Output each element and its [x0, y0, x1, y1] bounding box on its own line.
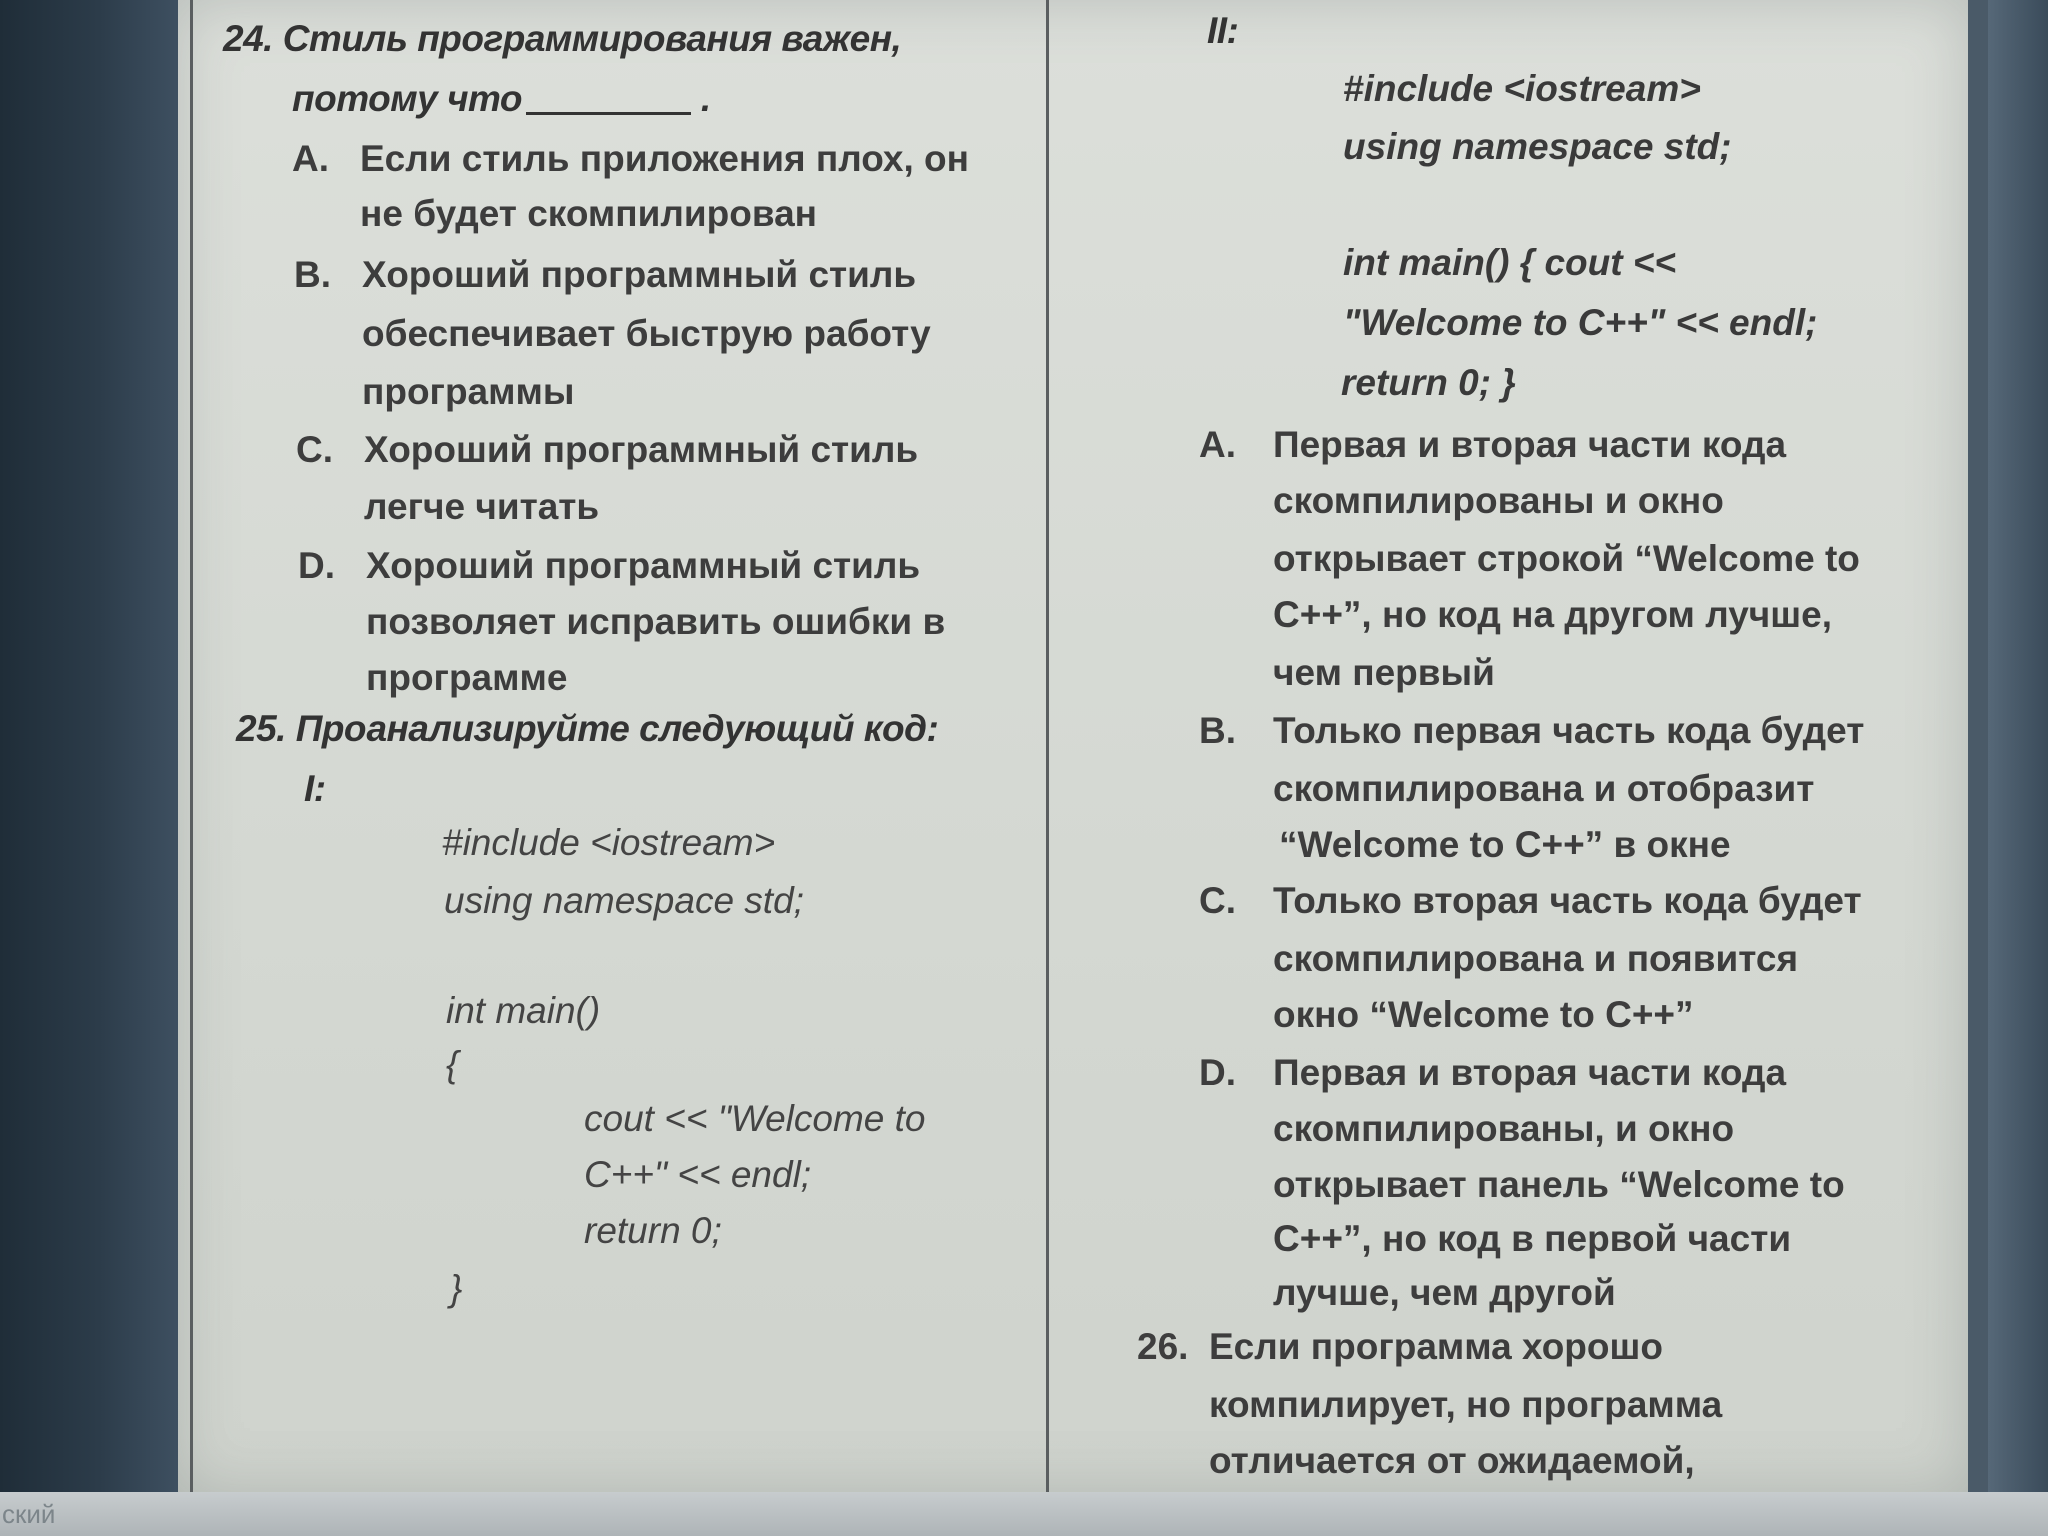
q25-option-d-letter: D.	[1199, 1052, 1236, 1093]
column-divider	[1046, 0, 1049, 1494]
q24-option-b-line1: Хороший программный стиль	[362, 254, 917, 295]
q25-option-d-line2: скомпилированы, и окно	[1273, 1108, 1735, 1149]
part1-cout-line2: C++" << endl;	[584, 1154, 812, 1195]
answer-blank	[526, 112, 691, 115]
q25-option-c-line1: Только вторая часть кода будет	[1273, 880, 1862, 921]
q25-option-a-line2: скомпилированы и окно	[1273, 480, 1724, 521]
taskbar	[0, 1492, 2048, 1536]
q24-option-b-line2: обеспечивает быструю работу	[362, 313, 931, 354]
q25-option-a-line1: Первая и вторая части кода	[1273, 424, 1787, 465]
question-26-line2: компилирует, но программа	[1209, 1384, 1723, 1425]
q25-option-d-line3: открывает панель “Welcome to	[1273, 1164, 1845, 1205]
part1-main: int main()	[446, 990, 601, 1031]
part1-return: return 0;	[584, 1210, 722, 1251]
question-24-title-suffix: .	[700, 78, 711, 119]
q25-option-d-line5: лучше, чем другой	[1273, 1272, 1616, 1313]
document-page	[178, 0, 1968, 1494]
q24-option-c-letter: C.	[296, 429, 333, 470]
q24-option-c-line1: Хороший программный стиль	[364, 429, 919, 470]
part1-open-brace: {	[446, 1044, 459, 1085]
q25-option-a-line5: чем первый	[1273, 652, 1495, 693]
question-26-line3: отличается от ожидаемой,	[1209, 1440, 1695, 1481]
question-24-title-cont	[292, 78, 711, 120]
q25-option-c-letter: C.	[1199, 880, 1236, 921]
question-24-title: 24. Стиль программирования важен,	[223, 18, 902, 59]
code-part2-label: II:	[1207, 10, 1239, 51]
q24-option-c-line2: легче читать	[364, 486, 600, 527]
q24-option-a-letter: A.	[292, 138, 329, 179]
q24-option-d-line3: программе	[366, 657, 568, 698]
q24-option-b-letter: B.	[294, 254, 331, 295]
q24-option-a-line1: Если стиль приложения плох, он	[360, 138, 970, 179]
q24-option-a-line2: не будет скомпилирован	[360, 193, 818, 234]
q25-option-b-letter: B.	[1199, 710, 1236, 751]
q25-option-b-line2: скомпилирована и отобразит	[1273, 768, 1815, 809]
q24-option-d-letter: D.	[298, 545, 335, 586]
question-25-title: 25. Проанализируйте следующий код:	[236, 708, 939, 749]
screen-bezel-left	[0, 0, 180, 1536]
part2-using: using namespace std;	[1343, 126, 1732, 167]
page-border-left	[190, 0, 193, 1494]
part1-close-brace: }	[450, 1268, 463, 1309]
question-26-number: 26.	[1137, 1326, 1189, 1367]
question-24-title-line2: потому что	[292, 78, 523, 119]
part2-main: int main() { cout <<	[1343, 242, 1677, 283]
q25-option-d-line4: C++”, но код в первой части	[1273, 1218, 1792, 1259]
q24-option-d-line2: позволяет исправить ошибки в	[366, 601, 946, 642]
q25-option-b-line1: Только первая часть кода будет	[1273, 710, 1865, 751]
q24-option-d-line1: Хороший программный стиль	[366, 545, 921, 586]
part2-cout: "Welcome to C++" << endl;	[1343, 302, 1818, 343]
q25-option-d-line1: Первая и вторая части кода	[1273, 1052, 1787, 1093]
part1-cout-line1: cout << "Welcome to	[584, 1098, 926, 1139]
q25-option-a-line4: C++”, но код на другом лучше,	[1273, 594, 1832, 635]
q25-option-c-line2: скомпилирована и появится	[1273, 938, 1799, 979]
q25-option-a-letter: A.	[1199, 424, 1236, 465]
taskbar-language-label: ский	[2, 1499, 56, 1529]
q24-option-b-line3: программы	[362, 371, 575, 412]
code-part1-label: I:	[304, 768, 326, 809]
part1-include: #include <iostream>	[442, 822, 776, 863]
q25-option-b-line3: “Welcome to C++” в окне	[1279, 824, 1731, 865]
part1-using: using namespace std;	[444, 880, 804, 921]
q25-option-c-line3: окно “Welcome to C++”	[1273, 994, 1694, 1035]
screen-bezel-right	[1988, 0, 2048, 1536]
question-26-line1: Если программа хорошо	[1209, 1326, 1663, 1367]
part2-return: return 0; }	[1341, 362, 1516, 403]
q25-option-a-line3: открывает строкой “Welcome to	[1273, 538, 1860, 579]
part2-include: #include <iostream>	[1343, 68, 1701, 109]
